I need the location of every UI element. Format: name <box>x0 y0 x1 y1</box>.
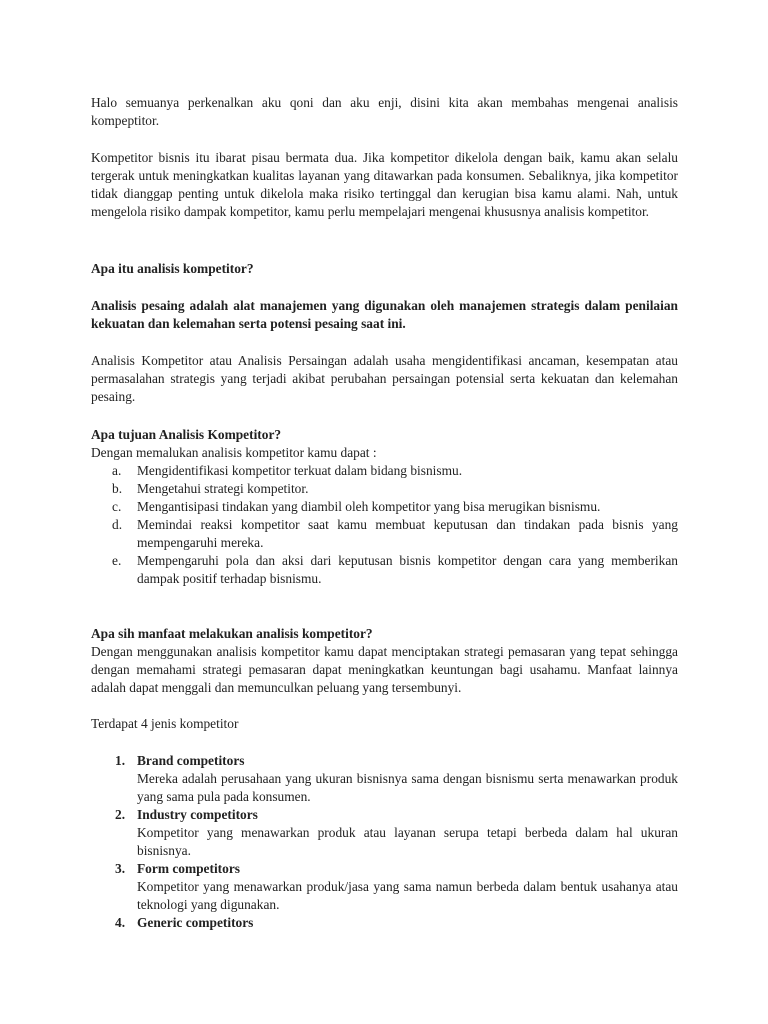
list-item <box>91 752 678 806</box>
list-marker: e. <box>112 553 122 568</box>
list-item <box>91 860 678 914</box>
type-description: Kompetitor yang menawarkan produk/jasa yang sama namun berbeda dalam bentuk usahanya atau teknologi yang digunakan. <box>137 879 678 912</box>
list-item-text: Mengidentifikasi kompetitor terkuat dalam bidang bisnismu. <box>137 463 463 478</box>
type-title: Generic competitors <box>137 915 254 930</box>
list-item <box>91 516 678 552</box>
list-item <box>91 498 678 516</box>
paragraph-definition: Analisis Kompetitor atau Analisis Persaingan adalah usaha mengidentifikasi ancaman, kesempatan atau permasalahan strategis yang terjadi akibat perubahan persaingan potensial serta kekuatan dan kelemahan pesaing. <box>91 353 678 404</box>
list-marker: 1. <box>115 753 126 768</box>
bold-definition: Analisis pesaing adalah alat manajemen yang digunakan oleh manajemen strategis dalam penilaian kekuatan dan kelemahan serta potensi pesaing saat ini. <box>91 298 678 331</box>
list-marker: d. <box>112 517 123 532</box>
type-description: Mereka adalah perusahaan yang ukuran bisnisnya sama dengan bisnismu serta menawarkan produk yang sama pula pada konsumen. <box>137 771 678 804</box>
list-marker: b. <box>112 481 123 496</box>
type-title: Industry competitors <box>137 807 258 822</box>
list-item-text: Mengantisipasi tindakan yang diambil oleh kompetitor yang bisa merugikan bisnismu. <box>137 499 601 514</box>
list-item <box>91 552 678 588</box>
type-title: Form competitors <box>137 861 240 876</box>
list-marker: c. <box>112 499 122 514</box>
list-item-text: Mempengaruhi pola dan aksi dari keputusan bisnis kompetitor dengan cara yang memberikan dampak positif terhadap bisnismu. <box>137 553 678 586</box>
heading-what-is-analysis: Apa itu analisis kompetitor? <box>91 261 254 276</box>
heading-goals: Apa tujuan Analisis Kompetitor? <box>91 427 282 442</box>
list-marker: a. <box>112 463 122 478</box>
goals-list <box>91 462 678 588</box>
list-item <box>91 914 678 932</box>
intro-paragraph: Halo semuanya perkenalkan aku qoni dan aku enji, disini kita akan membahas mengenai analisis kompeptitor. <box>91 95 678 128</box>
competitor-types-list <box>91 752 678 932</box>
types-intro: Terdapat 4 jenis kompetitor <box>91 716 239 731</box>
type-title: Brand competitors <box>137 753 245 768</box>
goals-intro: Dengan memalukan analisis kompetitor kamu dapat : <box>91 445 377 460</box>
list-marker: 3. <box>115 861 126 876</box>
list-item <box>91 480 678 498</box>
list-marker: 2. <box>115 807 126 822</box>
list-item-text: Memindai reaksi kompetitor saat kamu membuat keputusan dan tindakan pada bisnis yang mempengaruhi mereka. <box>137 517 678 550</box>
paragraph-benefits: Dengan menggunakan analisis kompetitor kamu dapat menciptakan strategi pemasaran yang tepat sehingga dengan memahami strategi pemasaran dapat meningkatkan keuntungan bagi usahamu. Manfaat lainnya adalah dapat menggali dan memunculkan peluang yang tersembunyi. <box>91 644 678 695</box>
paragraph-competitor-metaphor: Kompetitor bisnis itu ibarat pisau bermata dua. Jika kompetitor dikelola dengan baik, kamu akan selalu tergerak untuk meningkatkan kualitas layanan yang ditawarkan pada konsumen. Sebaliknya, jika kompetitor tidak dianggap penting untuk dikelola maka risiko tertinggal dan kerugian bisa kamu alami. Nah, untuk mengelola risiko dampak kompetitor, kamu perlu mempelajari mengenai khususnya analisis kompetitor. <box>91 150 678 219</box>
heading-benefits: Apa sih manfaat melakukan analisis kompetitor? <box>91 626 373 641</box>
list-marker: 4. <box>115 915 126 930</box>
list-item-text: Mengetahui strategi kompetitor. <box>137 481 309 496</box>
list-item <box>91 462 678 480</box>
type-description: Kompetitor yang menawarkan produk atau layanan serupa tetapi berbeda dalam hal ukuran bisnisnya. <box>137 825 678 858</box>
list-item <box>91 806 678 860</box>
